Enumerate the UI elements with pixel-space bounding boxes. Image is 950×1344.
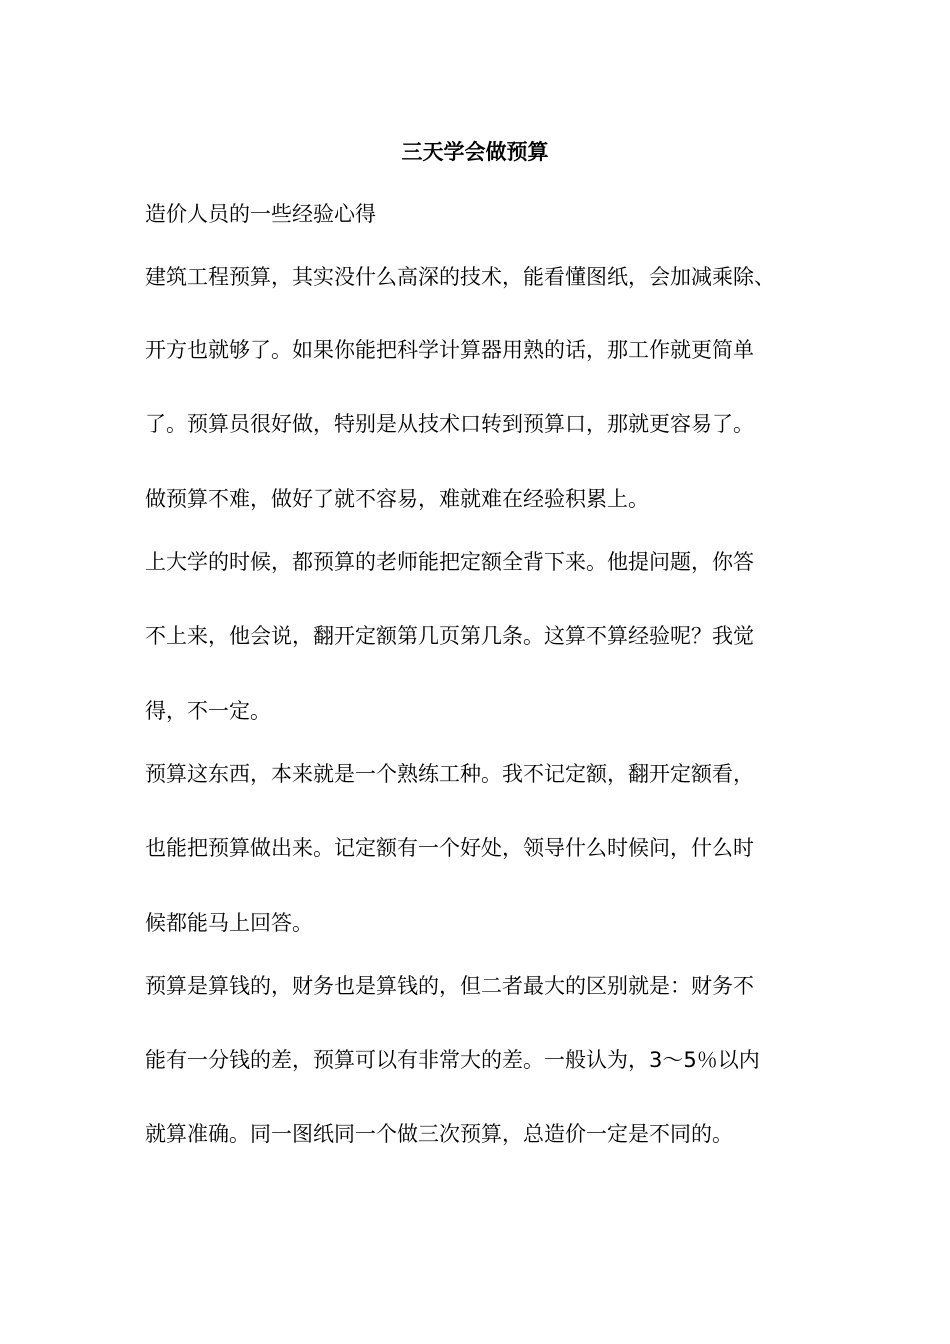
paragraph-1-line-1: 建筑工程预算，其实没什么高深的技术，能看懂图纸，会加减乘除、 bbox=[145, 265, 775, 289]
paragraph-4-line-3: 候都能马上回答。 bbox=[145, 911, 313, 935]
paragraph-4-line-2: 也能把预算做出来。记定额有一个好处，领导什么时候问，什么时 bbox=[145, 836, 754, 860]
paragraph-5-line-3: 就算准确。同一图纸同一个做三次预算，总造价一定是不同的。 bbox=[145, 1122, 733, 1146]
document-title: 三天学会做预算 bbox=[401, 140, 549, 164]
paragraph-1-line-3: 了。预算员很好做，特别是从技术口转到预算口，那就更容易了。 bbox=[145, 412, 754, 436]
paragraph-5-line-1: 预算是算钱的，财务也是算钱的，但二者最大的区别就是：财务不 bbox=[145, 974, 754, 998]
paragraph-1-line-2: 开方也就够了。如果你能把科学计算器用熟的话，那工作就更简单 bbox=[145, 338, 754, 362]
paragraph-2-line-1: 做预算不难，做好了就不容易，难就难在经验积累上。 bbox=[145, 487, 649, 511]
paragraph-3-line-2: 不上来，他会说，翻开定额第几页第几条。这算不算经验呢？我觉 bbox=[145, 624, 754, 648]
paragraph-3-line-3: 得，不一定。 bbox=[145, 699, 271, 723]
paragraph-3-line-1: 上大学的时候，都预算的老师能把定额全背下来。他提问题，你答 bbox=[145, 550, 754, 574]
paragraph-4-line-1: 预算这东西，本来就是一个熟练工种。我不记定额，翻开定额看， bbox=[145, 762, 754, 786]
paragraph-5-line-2: 能有一分钱的差，预算可以有非常大的差。一般认为，3～5％以内 bbox=[145, 1048, 760, 1072]
document-subtitle: 造价人员的一些经验心得 bbox=[145, 202, 376, 226]
